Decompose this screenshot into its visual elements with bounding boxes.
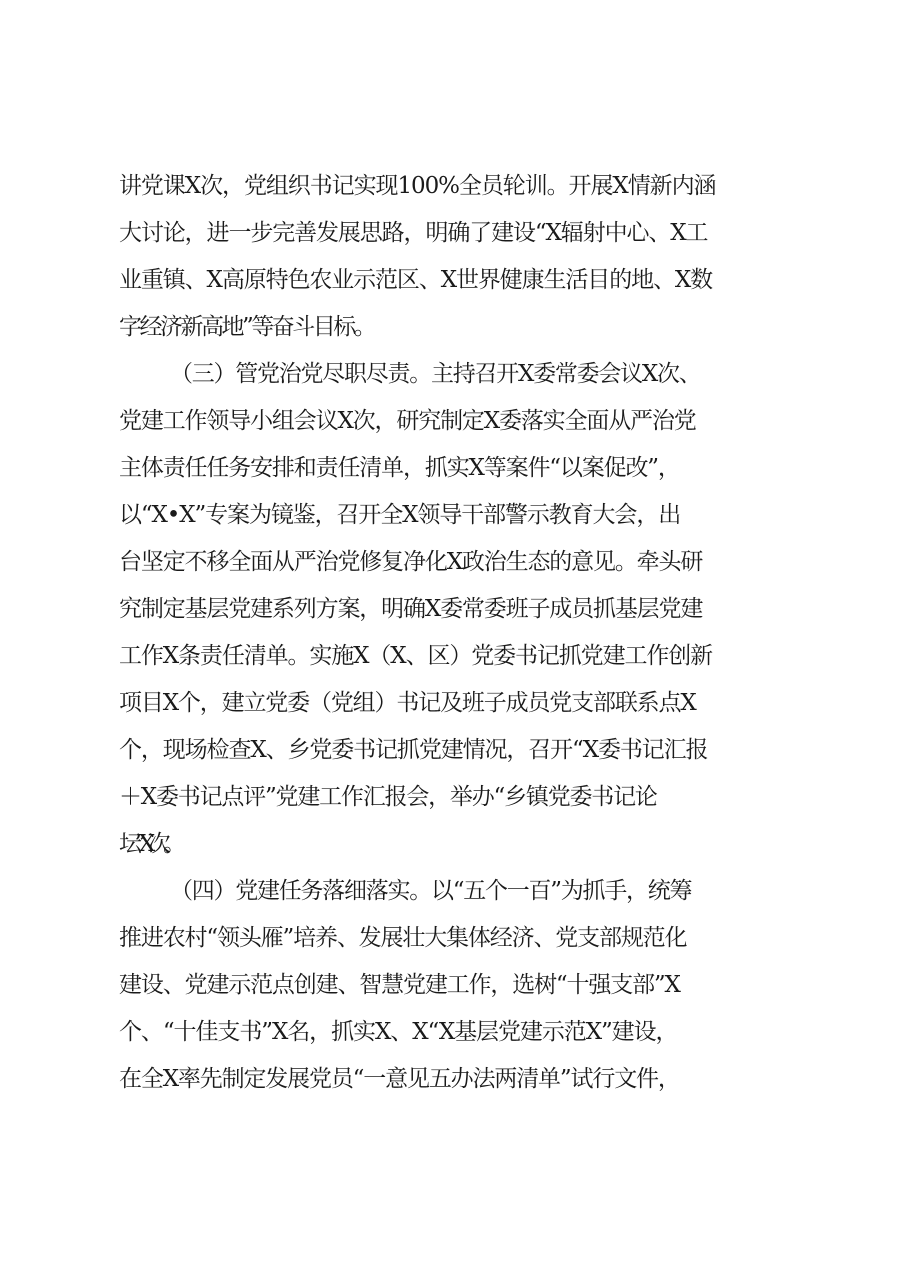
text-line: 讲党课X次，党组织书记实现100%全员轮训。开展X情新内涵 xyxy=(119,173,716,199)
text-line: （三）管党治党尽职尽责。主持召开X委常委会议X次、 xyxy=(170,361,701,387)
text-line: 建设、党建示范点创建、智慧党建工作，选树“十强支部”X xyxy=(119,972,680,998)
text-line: 字经济新高地”等奋斗目标。 xyxy=(119,314,375,340)
text-line: 究制定基层党建系列方案，明确X委常委班子成员抓基层党建 xyxy=(119,596,703,622)
text-line: ＋X委书记点评”党建工作汇报会，举办“乡镇党委书记论 xyxy=(119,784,657,810)
text-line: 大讨论，进一步完善发展思路，明确了建设“X辐射中心、X工 xyxy=(119,220,708,246)
text-line: 业重镇、X高原特色农业示范区、X世界健康生活目的地、X数 xyxy=(119,267,713,293)
text-line: 个、“十佳支书”X名，抓实X、X“X基层党建示范X”建设， xyxy=(119,1019,678,1045)
text-line: （四）党建任务落细落实。以“五个一百”为抓手，统筹 xyxy=(170,878,692,904)
text-line: 党建工作领导小组会议X次，研究制定X委落实全面从严治党 xyxy=(119,408,696,434)
text-line: 个，现场检查X、乡党委书记抓党建情况，召开“X委书记汇报 xyxy=(119,737,708,763)
text-line: 推进农村“领头雁”培养、发展壮大集体经济、党支部规范化 xyxy=(119,925,687,951)
text-line: 台坚定不移全面从严治党修复净化X政治生态的意见。牵头研 xyxy=(119,549,703,575)
text-line: 在全X率先制定发展党员“一意见五办法两清单”试行文件， xyxy=(119,1066,680,1092)
text-line: 工作X条责任清单。实施X（X、区）党委书记抓党建工作创新 xyxy=(119,643,713,669)
text-line: 主体责任任务安排和责任清单，抓实X等案件“以案促改”， xyxy=(119,455,680,481)
text-line: 以“X•X”专案为镜鉴，召开全X领导干部警示教育大会，出 xyxy=(119,502,681,528)
text-line: 项目X个，建立党委（党组）书记及班子成员党支部联系点X xyxy=(119,690,696,716)
text-line: 坛”X次。 xyxy=(119,831,179,857)
